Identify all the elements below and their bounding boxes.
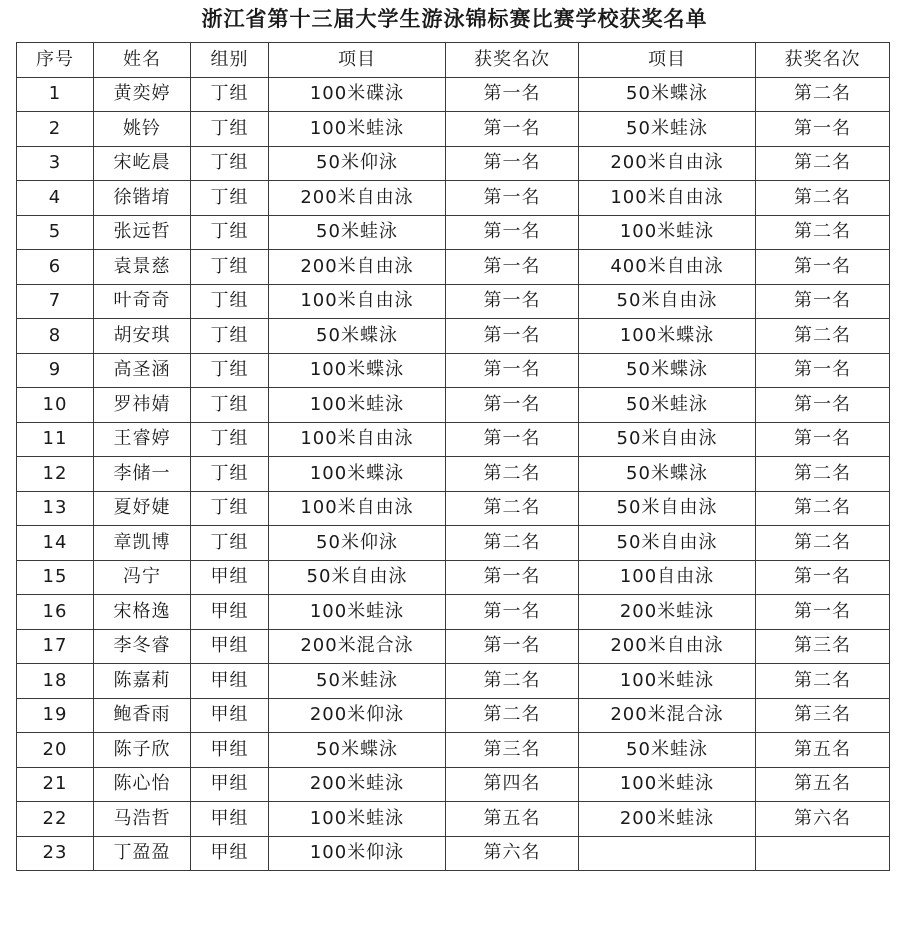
cell-no: 15 <box>17 560 94 595</box>
cell-rank2: 第一名 <box>756 388 890 423</box>
cell-group: 丁组 <box>191 457 269 492</box>
cell-event2: 200米蛙泳 <box>579 595 756 630</box>
cell-rank2: 第二名 <box>756 215 890 250</box>
cell-group: 丁组 <box>191 422 269 457</box>
cell-group: 丁组 <box>191 353 269 388</box>
cell-name: 冯宁 <box>94 560 191 595</box>
cell-event1: 200米混合泳 <box>269 629 446 664</box>
cell-rank1: 第二名 <box>446 664 579 699</box>
table-row <box>17 319 890 354</box>
cell-event2: 50米蛙泳 <box>579 388 756 423</box>
cell-group: 甲组 <box>191 560 269 595</box>
cell-rank2: 第二名 <box>756 457 890 492</box>
cell-name: 徐锴堉 <box>94 181 191 216</box>
cell-rank1: 第一名 <box>446 146 579 181</box>
cell-name: 叶奇奇 <box>94 284 191 319</box>
cell-rank1: 第一名 <box>446 215 579 250</box>
cell-no: 12 <box>17 457 94 492</box>
cell-event2: 50米蛙泳 <box>579 112 756 147</box>
cell-name: 王睿婷 <box>94 422 191 457</box>
table-row <box>17 595 890 630</box>
header-cell-event1: 项目 <box>269 43 446 78</box>
cell-event2: 50米蛙泳 <box>579 733 756 768</box>
cell-rank2: 第一名 <box>756 595 890 630</box>
cell-name: 鲍香雨 <box>94 698 191 733</box>
cell-no: 11 <box>17 422 94 457</box>
cell-group: 丁组 <box>191 181 269 216</box>
cell-rank1: 第一名 <box>446 77 579 112</box>
cell-event1: 100米蝶泳 <box>269 353 446 388</box>
table-row <box>17 698 890 733</box>
cell-rank2: 第一名 <box>756 353 890 388</box>
cell-event1: 50米蛙泳 <box>269 215 446 250</box>
cell-rank2: 第五名 <box>756 767 890 802</box>
cell-rank2: 第一名 <box>756 560 890 595</box>
cell-rank1: 第二名 <box>446 457 579 492</box>
cell-event1: 50米蛙泳 <box>269 664 446 699</box>
header-cell-event2: 项目 <box>579 43 756 78</box>
cell-event2: 50米自由泳 <box>579 422 756 457</box>
cell-rank2: 第二名 <box>756 181 890 216</box>
cell-rank1: 第一名 <box>446 595 579 630</box>
header-cell-group: 组别 <box>191 43 269 78</box>
cell-event1: 50米仰泳 <box>269 146 446 181</box>
cell-rank1: 第二名 <box>446 698 579 733</box>
cell-name: 宋屹晨 <box>94 146 191 181</box>
cell-group: 甲组 <box>191 664 269 699</box>
cell-rank1: 第三名 <box>446 733 579 768</box>
page-title: 浙江省第十三届大学生游泳锦标赛比赛学校获奖名单 <box>201 7 708 31</box>
cell-no: 16 <box>17 595 94 630</box>
table-row <box>17 767 890 802</box>
cell-event1: 50米蝶泳 <box>269 319 446 354</box>
cell-event1: 50米仰泳 <box>269 526 446 561</box>
cell-event2: 200米混合泳 <box>579 698 756 733</box>
cell-name: 陈子欣 <box>94 733 191 768</box>
cell-event1: 100米自由泳 <box>269 422 446 457</box>
cell-name: 丁盈盈 <box>94 836 191 871</box>
cell-event1: 50米蝶泳 <box>269 733 446 768</box>
cell-group: 丁组 <box>191 319 269 354</box>
cell-rank1: 第一名 <box>446 319 579 354</box>
table-row <box>17 664 890 699</box>
cell-event1: 100米蛙泳 <box>269 595 446 630</box>
cell-event1: 200米自由泳 <box>269 250 446 285</box>
cell-event1: 100米碟泳 <box>269 77 446 112</box>
cell-name: 宋格逸 <box>94 595 191 630</box>
cell-no: 17 <box>17 629 94 664</box>
table-row <box>17 491 890 526</box>
cell-group: 甲组 <box>191 836 269 871</box>
cell-event2: 100米蛙泳 <box>579 767 756 802</box>
cell-rank1: 第一名 <box>446 112 579 147</box>
cell-no: 3 <box>17 146 94 181</box>
header-row <box>17 43 890 78</box>
cell-name: 陈心怡 <box>94 767 191 802</box>
cell-event1: 100米蛙泳 <box>269 388 446 423</box>
cell-rank1: 第一名 <box>446 629 579 664</box>
cell-rank2: 第一名 <box>756 250 890 285</box>
cell-name: 高圣涵 <box>94 353 191 388</box>
cell-event2: 50米蝶泳 <box>579 353 756 388</box>
cell-group: 甲组 <box>191 629 269 664</box>
table-row <box>17 250 890 285</box>
cell-rank2: 第二名 <box>756 319 890 354</box>
table-row <box>17 353 890 388</box>
table-row <box>17 526 890 561</box>
table-row <box>17 284 890 319</box>
cell-group: 丁组 <box>191 112 269 147</box>
table-row <box>17 629 890 664</box>
cell-name: 李储一 <box>94 457 191 492</box>
cell-name: 张远哲 <box>94 215 191 250</box>
cell-no: 5 <box>17 215 94 250</box>
cell-event1: 100米蛙泳 <box>269 802 446 837</box>
cell-no: 18 <box>17 664 94 699</box>
cell-name: 罗祎婧 <box>94 388 191 423</box>
cell-rank1: 第一名 <box>446 422 579 457</box>
table-row <box>17 457 890 492</box>
header-cell-name: 姓名 <box>94 43 191 78</box>
cell-name: 章凯博 <box>94 526 191 561</box>
cell-rank2: 第二名 <box>756 491 890 526</box>
cell-no: 23 <box>17 836 94 871</box>
cell-rank1: 第一名 <box>446 284 579 319</box>
cell-no: 19 <box>17 698 94 733</box>
cell-rank2 <box>756 836 890 871</box>
cell-name: 黄奕婷 <box>94 77 191 112</box>
awards-table <box>16 42 890 871</box>
cell-rank2: 第二名 <box>756 77 890 112</box>
cell-group: 丁组 <box>191 491 269 526</box>
cell-group: 甲组 <box>191 802 269 837</box>
cell-name: 夏妤婕 <box>94 491 191 526</box>
cell-rank2: 第一名 <box>756 422 890 457</box>
cell-name: 袁景慈 <box>94 250 191 285</box>
cell-event1: 200米仰泳 <box>269 698 446 733</box>
cell-rank1: 第一名 <box>446 388 579 423</box>
cell-no: 1 <box>17 77 94 112</box>
header-cell-rank2: 获奖名次 <box>756 43 890 78</box>
cell-rank2: 第五名 <box>756 733 890 768</box>
table-row <box>17 802 890 837</box>
cell-event1: 100米自由泳 <box>269 491 446 526</box>
cell-no: 8 <box>17 319 94 354</box>
cell-rank2: 第三名 <box>756 629 890 664</box>
cell-rank2: 第三名 <box>756 698 890 733</box>
table-row <box>17 215 890 250</box>
table-row <box>17 146 890 181</box>
cell-event2: 200米自由泳 <box>579 629 756 664</box>
cell-event2: 200米自由泳 <box>579 146 756 181</box>
cell-group: 甲组 <box>191 698 269 733</box>
cell-event1: 50米自由泳 <box>269 560 446 595</box>
cell-rank1: 第一名 <box>446 181 579 216</box>
cell-event1: 200米自由泳 <box>269 181 446 216</box>
table-row <box>17 112 890 147</box>
cell-group: 丁组 <box>191 284 269 319</box>
table-row <box>17 733 890 768</box>
cell-event2: 100米蛙泳 <box>579 215 756 250</box>
cell-event2 <box>579 836 756 871</box>
cell-event2: 50米蝶泳 <box>579 77 756 112</box>
cell-rank1: 第四名 <box>446 767 579 802</box>
cell-rank1: 第六名 <box>446 836 579 871</box>
cell-event2: 100米自由泳 <box>579 181 756 216</box>
cell-event1: 100米蛙泳 <box>269 112 446 147</box>
cell-group: 丁组 <box>191 526 269 561</box>
cell-event1: 200米蛙泳 <box>269 767 446 802</box>
cell-name: 李冬睿 <box>94 629 191 664</box>
cell-rank2: 第二名 <box>756 526 890 561</box>
header-cell-rank1: 获奖名次 <box>446 43 579 78</box>
cell-no: 14 <box>17 526 94 561</box>
table-row <box>17 181 890 216</box>
cell-rank2: 第六名 <box>756 802 890 837</box>
cell-event2: 100自由泳 <box>579 560 756 595</box>
cell-rank1: 第五名 <box>446 802 579 837</box>
cell-rank1: 第一名 <box>446 560 579 595</box>
cell-event2: 100米蛙泳 <box>579 664 756 699</box>
table-row <box>17 560 890 595</box>
header-cell-no: 序号 <box>17 43 94 78</box>
cell-group: 丁组 <box>191 250 269 285</box>
cell-event1: 100米仰泳 <box>269 836 446 871</box>
cell-event1: 100米自由泳 <box>269 284 446 319</box>
cell-group: 丁组 <box>191 146 269 181</box>
cell-no: 20 <box>17 733 94 768</box>
cell-no: 2 <box>17 112 94 147</box>
cell-event2: 50米自由泳 <box>579 526 756 561</box>
table-row <box>17 388 890 423</box>
cell-event2: 400米自由泳 <box>579 250 756 285</box>
cell-no: 4 <box>17 181 94 216</box>
cell-event2: 50米自由泳 <box>579 284 756 319</box>
cell-rank1: 第一名 <box>446 250 579 285</box>
cell-group: 甲组 <box>191 767 269 802</box>
cell-event1: 100米蝶泳 <box>269 457 446 492</box>
table-row <box>17 77 890 112</box>
cell-name: 马浩哲 <box>94 802 191 837</box>
cell-event2: 100米蝶泳 <box>579 319 756 354</box>
cell-rank2: 第二名 <box>756 664 890 699</box>
cell-name: 胡安琪 <box>94 319 191 354</box>
cell-group: 甲组 <box>191 733 269 768</box>
cell-rank1: 第二名 <box>446 491 579 526</box>
cell-no: 22 <box>17 802 94 837</box>
table-row <box>17 422 890 457</box>
cell-rank2: 第一名 <box>756 112 890 147</box>
cell-group: 丁组 <box>191 77 269 112</box>
cell-event2: 50米蝶泳 <box>579 457 756 492</box>
cell-rank1: 第一名 <box>446 353 579 388</box>
cell-group: 丁组 <box>191 388 269 423</box>
cell-no: 7 <box>17 284 94 319</box>
cell-rank2: 第二名 <box>756 146 890 181</box>
table-row <box>17 836 890 871</box>
cell-group: 甲组 <box>191 595 269 630</box>
cell-name: 姚钤 <box>94 112 191 147</box>
cell-no: 10 <box>17 388 94 423</box>
cell-no: 9 <box>17 353 94 388</box>
cell-group: 丁组 <box>191 215 269 250</box>
cell-rank2: 第一名 <box>756 284 890 319</box>
cell-no: 13 <box>17 491 94 526</box>
cell-name: 陈嘉莉 <box>94 664 191 699</box>
cell-rank1: 第二名 <box>446 526 579 561</box>
cell-event2: 50米自由泳 <box>579 491 756 526</box>
cell-no: 6 <box>17 250 94 285</box>
cell-no: 21 <box>17 767 94 802</box>
cell-event2: 200米蛙泳 <box>579 802 756 837</box>
